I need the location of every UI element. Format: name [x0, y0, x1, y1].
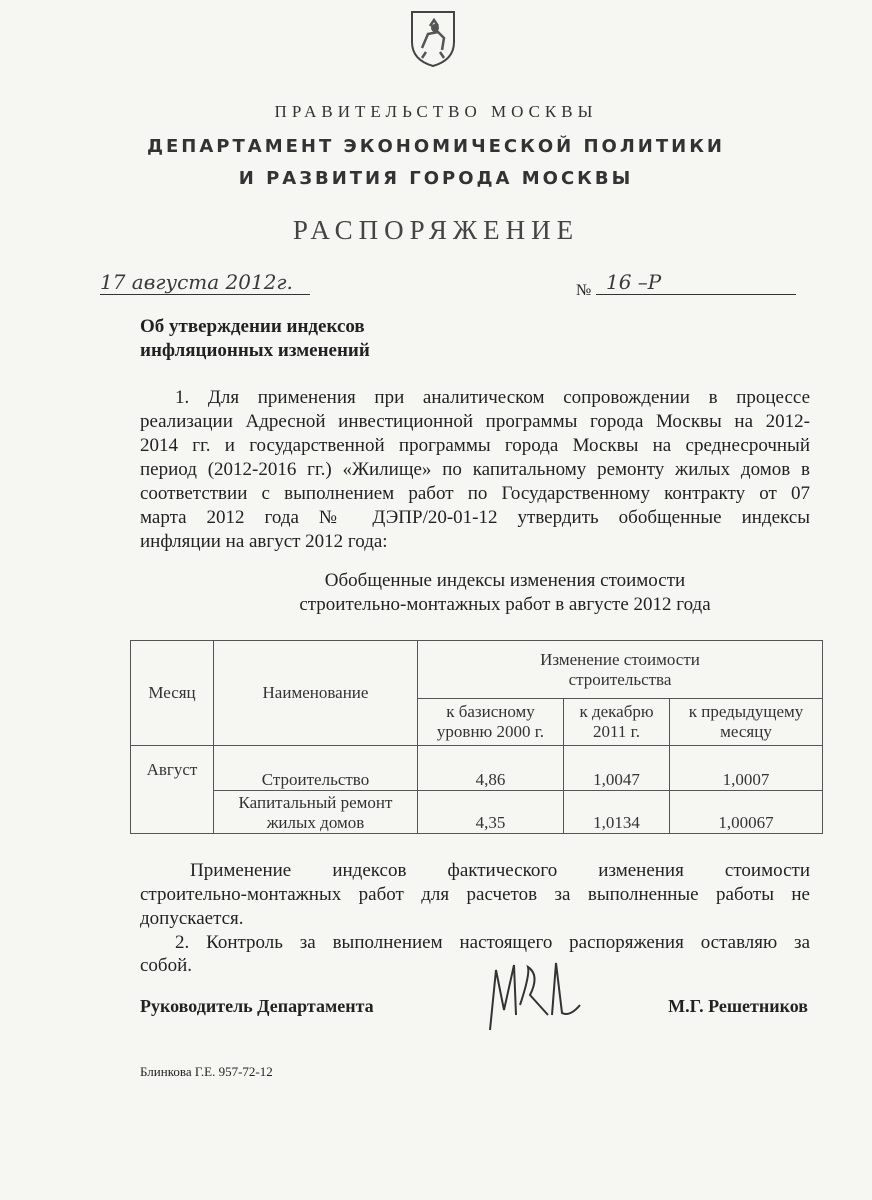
paragraph2-line: строительно-монтажных работ для расчетов за выполненные работы не	[140, 884, 810, 905]
subject-line1: Об утверждении индексов	[140, 316, 365, 337]
paragraph1-line: соответствии с выполнением работ по Государственному контракту от 07	[140, 483, 810, 504]
header-cost-change: Изменение стоимости строительства	[418, 641, 823, 699]
paragraph3-line: собой.	[140, 955, 193, 976]
cell-prev: 1,0007	[670, 746, 823, 791]
subject-line2: инфляционных изменений	[140, 340, 370, 361]
paragraph1-line: инфляции на август 2012 года:	[140, 531, 388, 552]
paragraph2-line: допускается.	[140, 908, 244, 929]
paragraph1-line: 1. Для применения при аналитическом сопровождении в процессе	[175, 387, 810, 408]
handwritten-signature	[470, 955, 590, 1035]
header-month: Месяц	[131, 641, 214, 746]
paragraph3-line: 2. Контроль за выполнением настоящего распоряжения оставляю за	[175, 932, 810, 953]
header-name: Наименование	[214, 641, 418, 746]
cell-name: Капитальный ремонт жилых домов	[214, 791, 418, 834]
cell-name: Строительство	[214, 746, 418, 791]
handwritten-number: 16 –Р	[596, 270, 796, 295]
cell-dec: 1,0134	[564, 791, 670, 834]
footer-contact: Блинкова Г.Е. 957-72-12	[140, 1064, 273, 1079]
number-label: №	[576, 282, 592, 299]
department-heading-line1: ДЕПАРТАМЕНТ ЭКОНОМИЧЕСКОЙ ПОЛИТИКИ	[146, 136, 725, 157]
table-row	[131, 791, 823, 834]
table-row	[131, 746, 823, 791]
table-caption-line1: Обобщенные индексы изменения стоимости	[324, 570, 686, 591]
cell-month: Август	[131, 746, 214, 834]
paragraph1-line: период (2012-2016 гг.) «Жилище» по капитальному ремонту жилых домов в	[140, 459, 810, 480]
header-dec-2011: к декабрю 2011 г.	[564, 699, 670, 746]
header-base-2000: к базисному уровню 2000 г.	[418, 699, 564, 746]
table-caption-line2: строительно-монтажных работ в августе 2012 года	[299, 594, 711, 615]
inflation-index-table	[130, 640, 823, 834]
header-prev-month: к предыдущему месяцу	[670, 699, 823, 746]
cell-base: 4,86	[418, 746, 564, 791]
moscow-coat-of-arms-emblem	[408, 8, 458, 68]
department-heading-line2: И РАЗВИТИЯ ГОРОДА МОСКВЫ	[238, 168, 634, 189]
paragraph1-line: реализации Адресной инвестиционной программы города Москвы на 2012-	[140, 411, 810, 432]
paragraph1-line: 2014 гг. и государственной программы города Москвы на среднесрочный	[140, 435, 810, 456]
paragraph1-line: марта 2012 года № ДЭПР/20-01-12 утвердить обобщенные индексы	[140, 507, 810, 528]
government-heading: ПРАВИТЕЛЬСТВО МОСКВЫ	[274, 102, 598, 121]
signatory-name: М.Г. Решетников	[668, 996, 808, 1016]
cell-prev: 1,00067	[670, 791, 823, 834]
signatory-title: Руководитель Департамента	[140, 996, 374, 1016]
cell-dec: 1,0047	[564, 746, 670, 791]
document-type-heading: РАСПОРЯЖЕНИЕ	[292, 215, 580, 245]
handwritten-date: 17 августа 2012г.	[100, 270, 310, 295]
paragraph2-line: Применение индексов фактического изменения стоимости	[190, 860, 810, 881]
cell-base: 4,35	[418, 791, 564, 834]
